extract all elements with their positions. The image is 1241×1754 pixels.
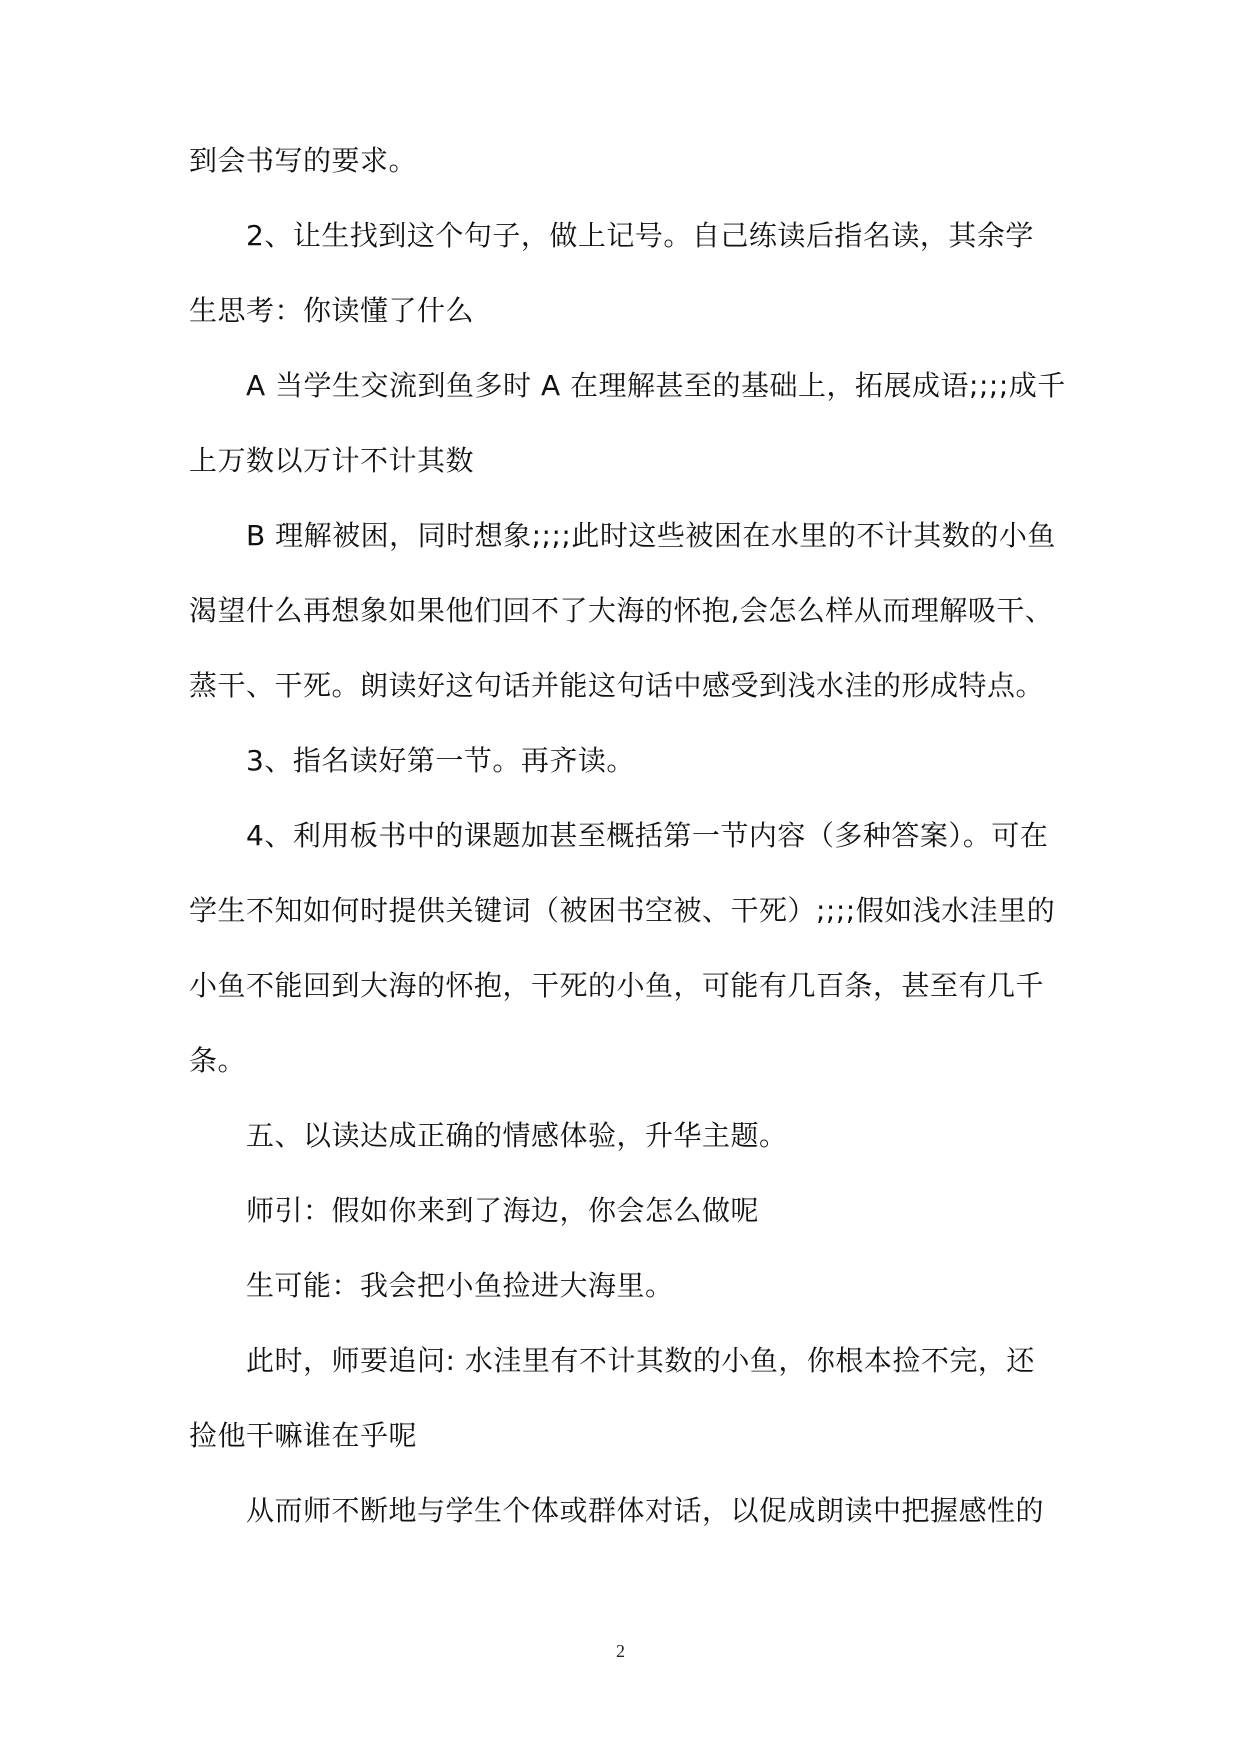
text-line-9: 3、指名读好第一节。再齐读。 [246,744,635,777]
text-line-7: 渴望什么再想象如果他们回不了大海的怀抱,会怎么样从而理解吸干、 [189,594,1054,627]
text-line-3: 生思考：你读懂了什么 [189,294,475,327]
text-line-4: A 当学生交流到鱼多时 A 在理解甚至的基础上，拓展成语;;;;成千 [246,369,1066,402]
text-line-18: 捡他干嘛谁在乎呢 [189,1419,418,1452]
text-line-17: 此时，师要追问: 水洼里有不计其数的小鱼，你根本捡不完，还 [246,1344,1035,1377]
text-line-12: 小鱼不能回到大海的怀抱，干死的小鱼，可能有几百条，甚至有几千 [189,969,1045,1002]
text-line-5: 上万数以万计不计其数 [189,444,475,477]
text-line-19: 从而师不断地与学生个体或群体对话，以促成朗读中把握感性的 [246,1494,1045,1527]
text-line-6: B 理解被困，同时想象;;;;此时这些被困在水里的不计其数的小鱼 [246,519,1056,552]
text-line-8: 蒸干、干死。朗读好这句话并能这句话中感受到浅水洼的形成特点。 [189,669,1045,702]
text-line-13: 条。 [189,1044,247,1077]
text-line-14: 五、以读达成正确的情感体验，升华主题。 [246,1119,788,1152]
text-line-2: 2、让生找到这个句子，做上记号。自己练读后指名读，其余学 [246,219,1034,252]
text-line-1: 到会书写的要求。 [189,144,418,177]
text-line-15: 师引：假如你来到了海边，你会怎么做呢 [246,1194,760,1227]
text-line-16: 生可能：我会把小鱼捡进大海里。 [246,1269,674,1302]
page-number: 2 [616,1641,625,1661]
text-line-11: 学生不知如何时提供关键词（被困书空被、干死）;;;;假如浅水洼里的 [189,894,1056,927]
text-line-10: 4、利用板书中的课题加甚至概括第一节内容（多种答案）。可在 [246,819,1049,852]
